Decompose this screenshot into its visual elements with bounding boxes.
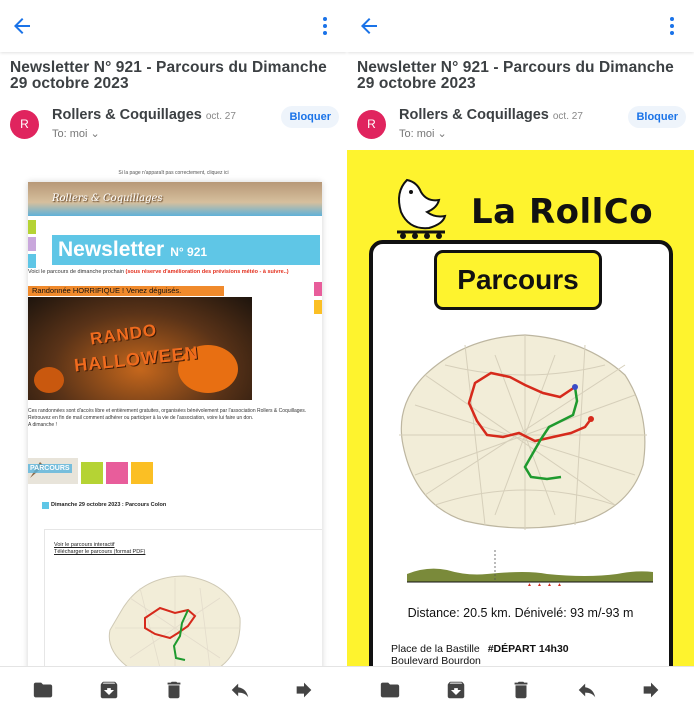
download-pdf-link[interactable]: Télécharger le parcours (format PDF) — [54, 549, 146, 555]
forward-icon[interactable] — [640, 679, 662, 701]
newsletter-title — [52, 235, 320, 265]
color-square — [28, 254, 36, 268]
trash-icon[interactable] — [163, 679, 185, 701]
color-square — [131, 462, 153, 484]
body-paragraph-1: Ces randonnées sont d'accès libre et entièrement gratuites, organisées bénévolement par l'association Rollers & Coquillages. — [28, 408, 307, 414]
email-subject: Newsletter N° 921 - Parcours du Dimanche 29 octobre 2023 — [357, 59, 674, 92]
color-square — [314, 300, 322, 314]
email-date: oct. 27 — [205, 111, 236, 122]
archive-icon[interactable] — [98, 679, 120, 701]
pumpkin-shape — [34, 367, 64, 393]
route-map — [385, 325, 655, 535]
route-poster — [347, 150, 694, 666]
image-text-halloween: HALLOWEEN — [73, 342, 200, 376]
newsletter-title-text: Newsletter — [58, 238, 165, 261]
more-vert-icon[interactable] — [313, 14, 337, 38]
folder-icon[interactable] — [379, 679, 401, 701]
parcours-label: PARCOURS — [30, 465, 70, 472]
arrow-left-icon[interactable] — [10, 14, 34, 38]
color-square — [81, 462, 103, 484]
svg-text:▲: ▲ — [547, 582, 552, 588]
start-place-name: Place de la Bastille — [391, 643, 480, 655]
start-street: Boulevard Bourdon — [391, 655, 481, 666]
email-body — [347, 150, 694, 666]
arrow-left-icon[interactable] — [357, 14, 381, 38]
mini-route-map — [100, 568, 250, 666]
mascot-logo — [387, 172, 451, 242]
svg-text:▲: ▲ — [537, 582, 542, 588]
rando-line: Randonnée HORRIFIQUE ! Venez déguisés. — [28, 286, 224, 296]
distance-text: Distance: 20.5 km. Dénivelé: 93 m/-93 m — [407, 606, 634, 620]
recipient-line[interactable] — [52, 127, 100, 140]
brand-title: La RollCo — [471, 192, 654, 232]
banner-title: Rollers & Coquillages — [52, 193, 163, 204]
archive-icon[interactable] — [445, 679, 467, 701]
newsletter-card — [28, 182, 322, 666]
newsletter-number: N° 921 — [170, 245, 208, 259]
body-paragraph-2: Retrouvez en fin de mail comment adhérer ou participer à la vie de l'association, voire lui faire un don. — [28, 415, 254, 421]
block-button[interactable]: Bloquer — [628, 106, 686, 128]
intro-warning: (sous réserve d'amélioration des prévisions météo - à suivre..) — [125, 269, 289, 275]
color-square — [314, 282, 322, 296]
bottom-action-bar — [347, 666, 694, 714]
bottom-action-bar — [0, 666, 347, 714]
dimanche-line: Dimanche 29 octobre 2023 : Parcours Colon — [51, 502, 167, 508]
folder-icon[interactable] — [32, 679, 54, 701]
recipient-text: To: moi — [52, 128, 88, 140]
halloween-image — [28, 297, 252, 400]
elevation-profile — [387, 548, 655, 590]
start-place — [391, 643, 569, 655]
notice-text[interactable]: Si la page n'apparaît pas correctement, cliquez ici — [118, 170, 229, 176]
newsletter-banner — [28, 182, 322, 216]
recipient-line[interactable] — [399, 127, 447, 140]
bullet-square — [42, 502, 49, 509]
avatar[interactable]: R — [10, 110, 39, 139]
reply-icon[interactable] — [229, 679, 251, 701]
parcours-heading-text: Parcours — [457, 264, 579, 295]
sender-line — [52, 107, 236, 123]
trash-icon[interactable] — [510, 679, 532, 701]
email-body — [0, 150, 347, 666]
app-bar — [0, 0, 347, 52]
reply-icon[interactable] — [576, 679, 598, 701]
intro-text — [28, 269, 320, 276]
recipient-text: To: moi — [399, 128, 435, 140]
color-square — [28, 237, 36, 251]
sender-name[interactable]: Rollers & Coquillages — [399, 107, 549, 123]
app-bar — [347, 0, 694, 52]
sender-name[interactable]: Rollers & Coquillages — [52, 107, 202, 123]
avatar[interactable]: R — [357, 110, 386, 139]
email-pane-right — [347, 0, 694, 714]
more-vert-icon[interactable] — [660, 14, 684, 38]
chevron-down-icon[interactable]: ⌄ — [437, 128, 447, 140]
svg-text:▲: ▲ — [527, 582, 532, 588]
chevron-down-icon[interactable]: ⌄ — [90, 128, 100, 140]
email-subject: Newsletter N° 921 - Parcours du Dimanche 29 octobre 2023 — [10, 59, 327, 92]
color-square — [28, 220, 36, 234]
body-text — [28, 408, 320, 429]
intro-plain: Voici le parcours de dimanche prochain — [28, 269, 125, 275]
sender-line — [399, 107, 583, 123]
image-text-rando: RANDO — [88, 320, 159, 349]
start-time: #DÉPART 14h30 — [487, 643, 569, 655]
forward-icon[interactable] — [293, 679, 315, 701]
color-square — [106, 462, 128, 484]
body-paragraph-3: A dimanche ! — [28, 422, 57, 428]
route-card — [44, 529, 322, 666]
interactive-route-link[interactable]: Voir le parcours interactif — [54, 542, 115, 548]
email-date: oct. 27 — [552, 111, 583, 122]
svg-text:▲: ▲ — [557, 582, 562, 588]
block-button[interactable]: Bloquer — [281, 106, 339, 128]
parcours-heading — [434, 250, 602, 310]
